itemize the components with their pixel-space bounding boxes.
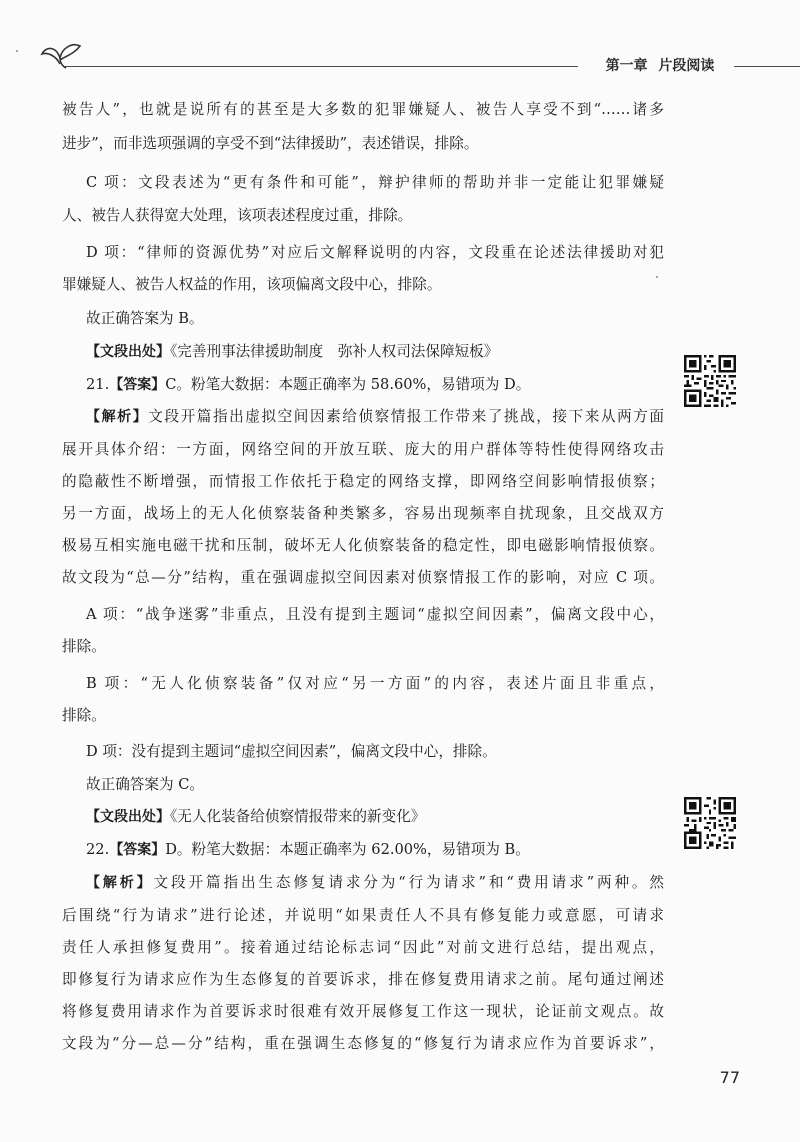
text-line: A 项：“战争迷雾”非重点，且没有提到主题词“虚拟空间因素”，偏离文段中心， [86, 606, 664, 623]
chapter-label: 第一章 [605, 58, 648, 74]
source-tag: 【文段出处】 [86, 344, 170, 360]
analysis-line [86, 868, 664, 898]
text-line: 被告人”，也就是说所有的甚至是大多数的犯罪嫌疑人、被告人享受不到“……诸多 [62, 101, 664, 118]
text-line: 故文段为“总—分”结构，重在强调虚拟空间因素对侦察情报工作的影响，对应 C 项。 [62, 569, 664, 586]
text-line: 将修复费用请求作为首要诉求时很难有效开展修复工作这一现状，论证前文观点。故 [62, 1003, 664, 1020]
analysis-tag: 【解析】 [86, 875, 154, 891]
answer-text: C。粉笔大数据：本题正确率为 58.60%，易错项为 D。 [165, 376, 531, 393]
source-tag: 【文段出处】 [86, 809, 170, 825]
chapter-heading [590, 55, 730, 77]
text-line: 展开具体介绍：一方面，网络空间的开放互联、庞大的用户群体等特性使得网络攻击 [62, 441, 664, 458]
source-title: 《无人化装备给侦察情报带来的新变化》 [170, 808, 426, 825]
text-line: 另一方面，战场上的无人化侦察装备种类繁多，容易出现频率自扰现象，且交战双方 [62, 505, 664, 522]
analysis-tag: 【解析】 [86, 409, 149, 425]
text-line: 的隐蔽性不断增强，而情报工作依托于稳定的网络支撑，即网络空间影响情报侦察； [62, 473, 664, 490]
answer-text: D。粉笔大数据：本题正确率为 62.00%，易错项为 B。 [165, 841, 530, 858]
analysis-text: 文段开篇指出虚拟空间因素给侦察情报工作带来了挑战，接下来从两方面 [148, 408, 664, 425]
text-line: 责任人承担修复费用”。接着通过结论标志词“因此”对前文进行总结，提出观点， [62, 939, 664, 956]
source-line [86, 802, 664, 832]
text-line: 进步”，而非选项强调的享受不到“法律援助”，表述错误，排除。 [62, 135, 479, 152]
header-rule-left [64, 66, 578, 67]
text-line: 后围绕“行为请求”进行论述，并说明“如果责任人不具有修复能力或意愿，可请求 [62, 907, 664, 924]
leaf-sprout-icon [38, 34, 84, 70]
text-line: 故正确答案为 C。 [86, 776, 204, 793]
answer-line-21 [86, 370, 664, 400]
analysis-text: 文段开篇指出生态修复请求分为“行为请求”和“费用请求”两种。然 [153, 874, 664, 891]
question-number: 22. [86, 841, 110, 858]
text-line: D 项：没有提到主题词“虚拟空间因素”，偏离文段中心，排除。 [86, 743, 497, 760]
text-line: C 项：文段表述为“更有条件和可能”，辩护律师的帮助并非一定能让犯罪嫌疑 [86, 174, 664, 191]
text-line: 极易互相实施电磁干扰和压制，破坏无人化侦察装备的稳定性，即电磁影响情报侦察。 [62, 537, 664, 554]
page-header [0, 0, 800, 90]
page-number: 77 [719, 1068, 740, 1087]
text-line: D 项：“律师的资源优势”对应后文解释说明的内容，文段重在论述法律援助对犯 [86, 244, 664, 261]
text-line: B 项：“无人化侦察装备”仅对应“另一方面”的内容，表述片面且非重点， [86, 675, 664, 692]
section-label: 片段阅读 [658, 58, 715, 74]
text-line: 排除。 [62, 707, 106, 724]
text-line: 罪嫌疑人、被告人权益的作用，该项偏离文段中心，排除。 [62, 276, 442, 293]
source-line [86, 337, 664, 367]
text-line: 人、被告人获得宽大处理，该项表述程度过重，排除。 [62, 207, 413, 224]
answer-line-22 [86, 835, 664, 865]
answer-tag: 【答案】 [109, 842, 166, 858]
scan-speck [16, 50, 18, 52]
qr-code-icon [684, 797, 736, 849]
scan-speck [656, 276, 658, 278]
text-line: 排除。 [62, 638, 106, 655]
source-title: 《完善刑事法律援助制度 弥补人权司法保障短板》 [170, 343, 499, 360]
text-line: 文段为“分—总—分”结构，重在强调生态修复的“修复行为请求应作为首要诉求”， [62, 1035, 664, 1052]
qr-code-icon [684, 355, 736, 407]
analysis-line [86, 402, 664, 432]
text-line: 故正确答案为 B。 [86, 310, 204, 327]
header-rule-right [734, 66, 800, 67]
question-number: 21. [86, 376, 110, 393]
answer-tag: 【答案】 [109, 377, 166, 393]
text-line: 即修复行为请求应作为生态修复的首要诉求，排在修复费用请求之前。尾句通过阐述 [62, 971, 664, 988]
